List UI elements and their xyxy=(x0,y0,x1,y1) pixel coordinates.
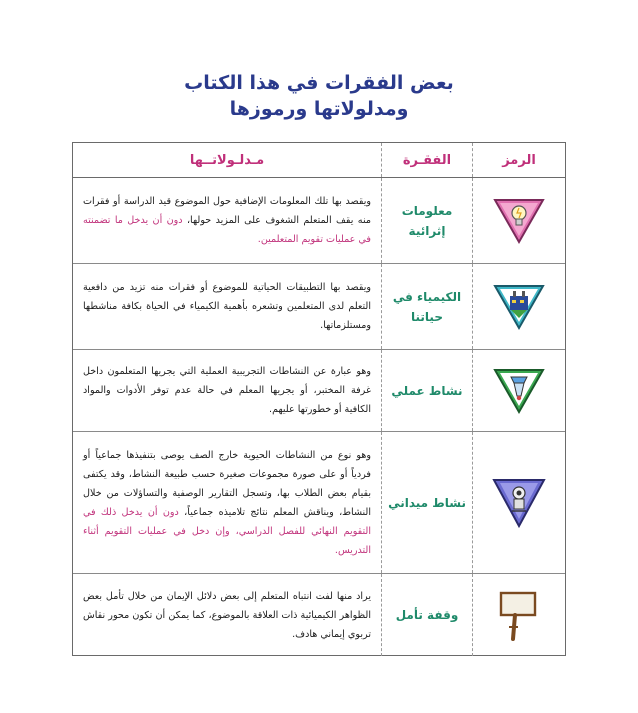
page-title-block xyxy=(0,70,638,122)
field-activity-icon xyxy=(490,476,548,530)
page-title: بعض الفقرات في هذا الكتاب xyxy=(184,72,454,94)
chemistry-industry-icon xyxy=(491,282,547,332)
signpost-icon xyxy=(491,587,547,643)
symbol-cell xyxy=(472,264,565,349)
table-header xyxy=(73,143,565,178)
paragraph-cell xyxy=(381,432,472,573)
paragraph-cell xyxy=(381,574,472,656)
paragraph-label: وقفة تأمل xyxy=(395,608,459,622)
meaning-highlight: دون أن يدخل ما تضمنته في عمليات تقويم المتعلمين. xyxy=(83,215,371,245)
meaning-text: ويقصد بها التطبيقات الحياتية للموضوع أو فقرات منه تزيد من دافعية التعلم لدى المتعلمين وتشعره بأهمية الكيمياء في الحياة بكافة مناشطها ومستلزماتها. xyxy=(83,282,371,331)
paragraph-label: نشاط عملي xyxy=(391,383,463,398)
paragraph-cell xyxy=(381,178,472,263)
lightbulb-icon xyxy=(491,196,547,246)
lab-experiment-icon xyxy=(491,366,547,416)
table-row xyxy=(73,350,565,432)
legend-table xyxy=(72,142,566,656)
meaning-highlight: دون أن يدخل ذلك في التقويم النهائي للفصل الدراسي، وإن دخل في عمليات التقويم أثناء التدريس. xyxy=(83,506,371,556)
meaning-cell xyxy=(73,574,381,656)
meaning-text: وهو نوع من النشاطات الحيوية خارج الصف يوصى بتنفيذها جماعياً أو فردياً أو على صورة مجموعات صغيرة حسب طبيعة النشاط، وقد يكتفى بقيام بعض الطلاب بها، وتسجل التقارير الوصفية والتساؤلات من خلال النشاط، ويناقش المعلم نتائج تلاميذه جماعياً، xyxy=(83,449,372,518)
table-row xyxy=(73,574,565,656)
meaning-text: يراد منها لفت انتباه المتعلم إلى بعض دلائل الإيمان من خلال تأمل بعض الظواهر الكيميائية ذات العلاقة بالموضوع، كما يمكن أن تكون محور نقاش تربوي إيماني هادف. xyxy=(83,590,371,640)
header-paragraph: الفقـرة xyxy=(381,143,472,177)
symbol-cell xyxy=(472,350,565,431)
table-row xyxy=(73,178,565,264)
table-row xyxy=(73,432,565,574)
symbol-cell xyxy=(472,574,565,656)
meaning-text: ويقصد بها تلك المعلومات الإضافية حول الموضوع قيد الدراسة أو فقرات منه يقف المتعلم الشغوف على المزيد حولها، xyxy=(83,196,371,226)
paragraph-label: معلومات إثرائية xyxy=(401,203,453,238)
table-row xyxy=(73,264,565,350)
meaning-cell xyxy=(73,178,381,263)
meaning-text: وهو عبارة عن النشاطات التجريبية العملية التي يجريها المتعلمون داخل غرفة المختبر، أو يجريها المعلم في حالة عدم توفر الأدوات والمواد الكافية أو خطورتها عليهم. xyxy=(83,366,371,415)
header-symbol: الرمز xyxy=(472,143,565,177)
meaning-cell xyxy=(73,432,381,573)
paragraph-label: الكيمياء في حياتنا xyxy=(392,289,462,324)
header-meaning: مـدلـولاتــها xyxy=(189,152,265,168)
symbol-cell xyxy=(472,178,565,263)
paragraph-label: نشاط ميداني xyxy=(388,495,466,510)
meaning-cell xyxy=(73,350,381,431)
page-subtitle: ومدلولاتها ورموزها xyxy=(229,98,409,120)
paragraph-cell xyxy=(381,350,472,431)
symbol-cell xyxy=(472,432,565,573)
meaning-cell xyxy=(73,264,381,349)
paragraph-cell xyxy=(381,264,472,349)
